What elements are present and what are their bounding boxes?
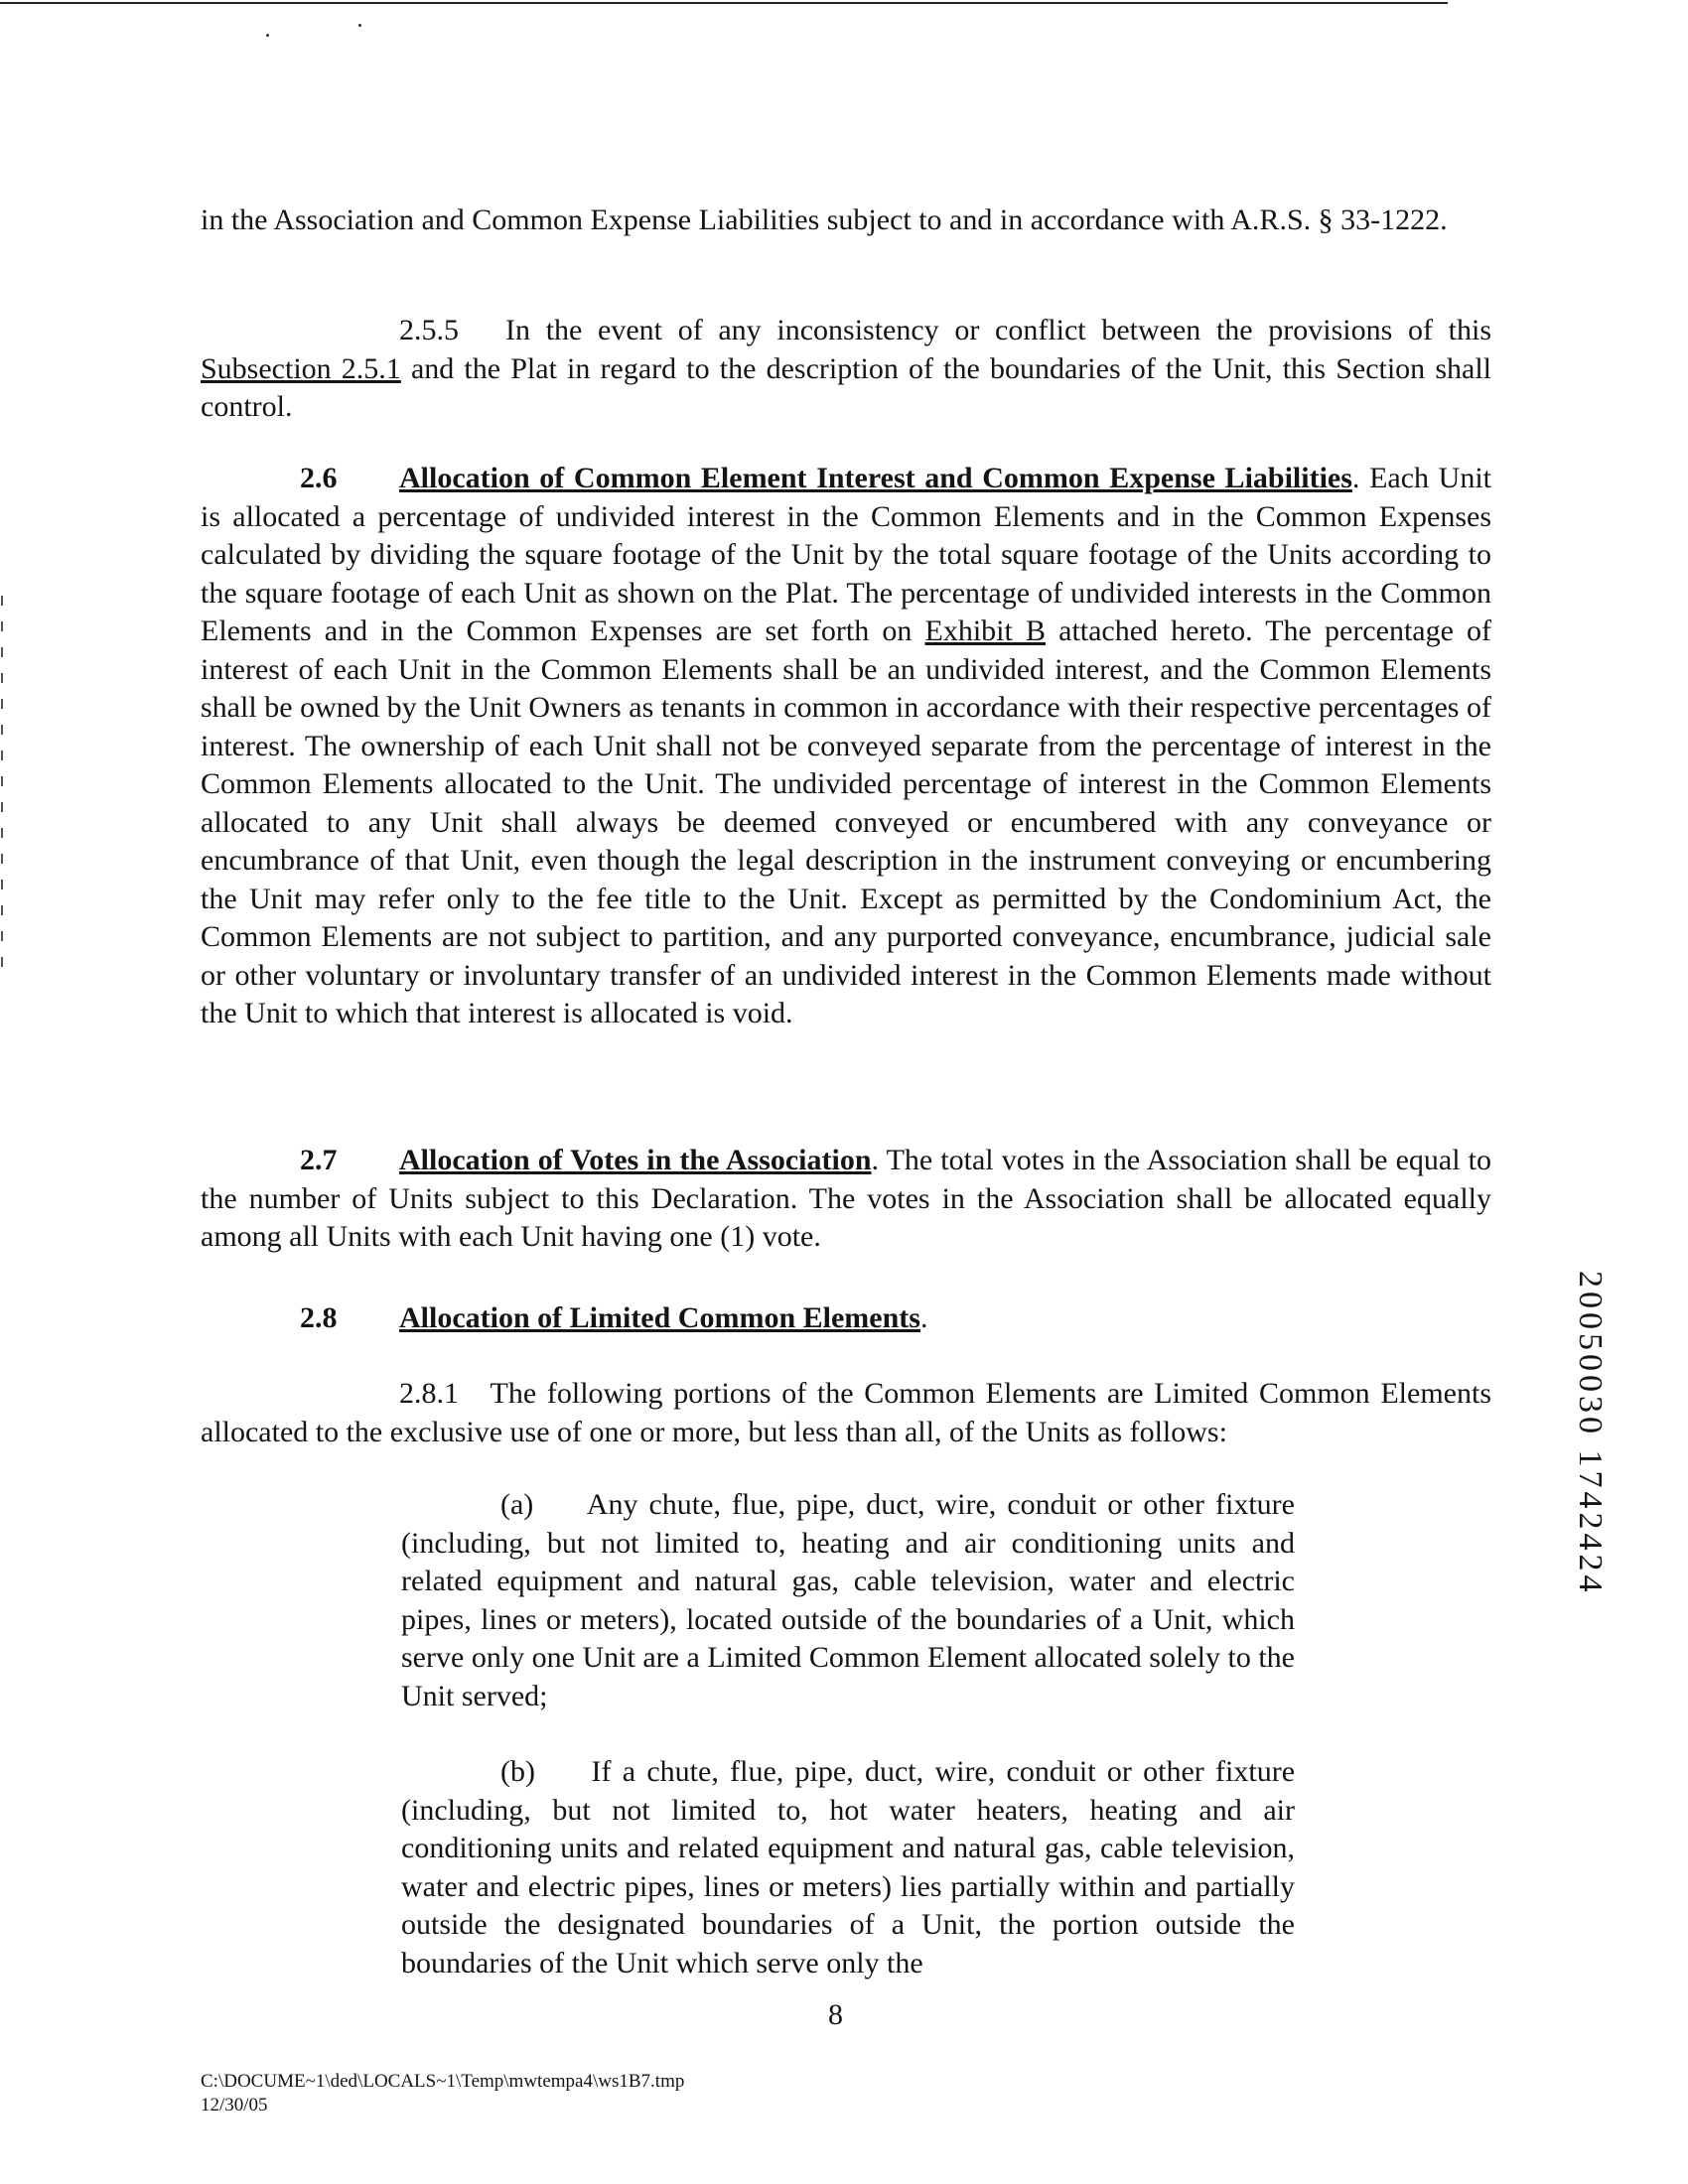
- section-2-5-5: [201, 312, 1491, 427]
- subsection-reference: Subsection 2.5.1: [201, 351, 401, 385]
- section-number: 2.8.1: [399, 1377, 459, 1410]
- footer-date: 12/30/05: [201, 2095, 268, 2116]
- paragraph-text: attached hereto. The percentage of interest of each Unit in the Common Elements shall be an undivided interest, and the Common Elements shall be owned by the Unit Owners as tenants in common in accordance with their respective percentages of interest. The ownership of each Unit shall not be conveyed separate from the percentage of interest in the Common Elements allocated to the Unit. The undivided percentage of interest in the Common Elements allocated to any Unit shall always be deemed conveyed or encumbered with any conveyance or encumbrance of that Unit, even though the legal description in the instrument conveying or encumbering the Unit may refer only to the fee title to the Unit. Except as permitted by the Condominium Act, the Common Elements are not subject to partition, and any purported conveyance, encumbrance, judicial sale or other voluntary or involuntary transfer of an undivided interest in the Common Elements made without the Unit to which that interest is allocated is void.: [201, 614, 1492, 1029]
- list-item-label: (a): [500, 1488, 534, 1521]
- section-heading: Allocation of Common Element Interest and Common Expense Liabilities: [399, 462, 1352, 494]
- section-number: 2.5.5: [399, 314, 459, 346]
- list-item-label: (b): [500, 1755, 535, 1788]
- paragraph-text: . The total votes in the Association shall be equal to the number of Units subject to this Declaration. The votes in the Association shall be allocated equally among all Units with each Unit having one (1) vote.: [201, 1144, 1491, 1253]
- paragraph-text: The following portions of the Common Elements are Limited Common Elements allocated to the exclusive use of one or more, but less than all, of the Units as follows:: [201, 1377, 1491, 1448]
- paragraph-continuation: [201, 202, 1491, 240]
- document-footer: [201, 2070, 684, 2117]
- footer-file-path: C:\DOCUME~1\ded\LOCALS~1\Temp\mwtempa4\ws1B7.tmp: [201, 2071, 685, 2092]
- section-2-6: [201, 460, 1491, 1033]
- paragraph-text: . Each Unit is allocated a percentage of undivided interest in the Common Elements and in the Common Expenses calculated by dividing the square footage of the Unit by the total square footage of the Units according to the square footage of each Unit as shown on the Plat. The percentage of undivided interests in the Common Elements and in the Common Expenses are set forth on: [201, 462, 1491, 647]
- page-number: 8: [828, 1998, 843, 2031]
- scan-edge-marks: [1, 596, 3, 973]
- section-number: 2.7: [300, 1144, 338, 1176]
- section-2-7: [201, 1142, 1491, 1257]
- paragraph-text: In the event of any inconsistency or conflict between the provisions of this: [505, 314, 1491, 346]
- section-heading: Allocation of Limited Common Elements: [399, 1301, 920, 1334]
- section-2-8: [201, 1299, 1491, 1338]
- stamp-text: 20050030 1742424: [1572, 1271, 1609, 1596]
- paragraph-text: and the Plat in regard to the description of the boundaries of the Unit, this Section shall control.: [201, 351, 1491, 423]
- section-number: 2.8: [300, 1301, 338, 1334]
- paragraph-text: in the Association and Common Expense Liabilities subject to and in accordance with A.R.S. § 33-1222.: [201, 204, 1448, 236]
- list-item-b: [401, 1753, 1295, 1982]
- section-2-8-1: [201, 1375, 1491, 1451]
- top-border-line: [0, 2, 1448, 4]
- section-heading: Allocation of Votes in the Association: [399, 1144, 872, 1176]
- heading-period: .: [919, 1301, 928, 1334]
- recording-number-stamp: [1571, 1271, 1609, 1596]
- scan-speck: [358, 24, 361, 27]
- exhibit-reference: Exhibit B: [924, 614, 1046, 647]
- scan-speck: [266, 34, 269, 37]
- list-item-text: If a chute, flue, pipe, duct, wire, conduit or other fixture (including, but not limited to, hot water heaters, heating and air conditioning units and related equipment and natural gas, cable television, water and electric pipes, lines or meters) lies partially within and partially outside the designated boundaries of a Unit, the portion outside the boundaries of the Unit which serve only the: [401, 1755, 1296, 1979]
- list-item-text: Any chute, flue, pipe, duct, wire, conduit or other fixture (including, but not limited to, heating and air conditioning units and related equipment and natural gas, cable television, water and electric pipes, lines or meters), located outside of the boundaries of a Unit, which serve only one Unit are a Limited Common Element allocated solely to the Unit served;: [401, 1488, 1295, 1712]
- list-item-a: [401, 1486, 1295, 1715]
- section-number: 2.6: [300, 462, 338, 494]
